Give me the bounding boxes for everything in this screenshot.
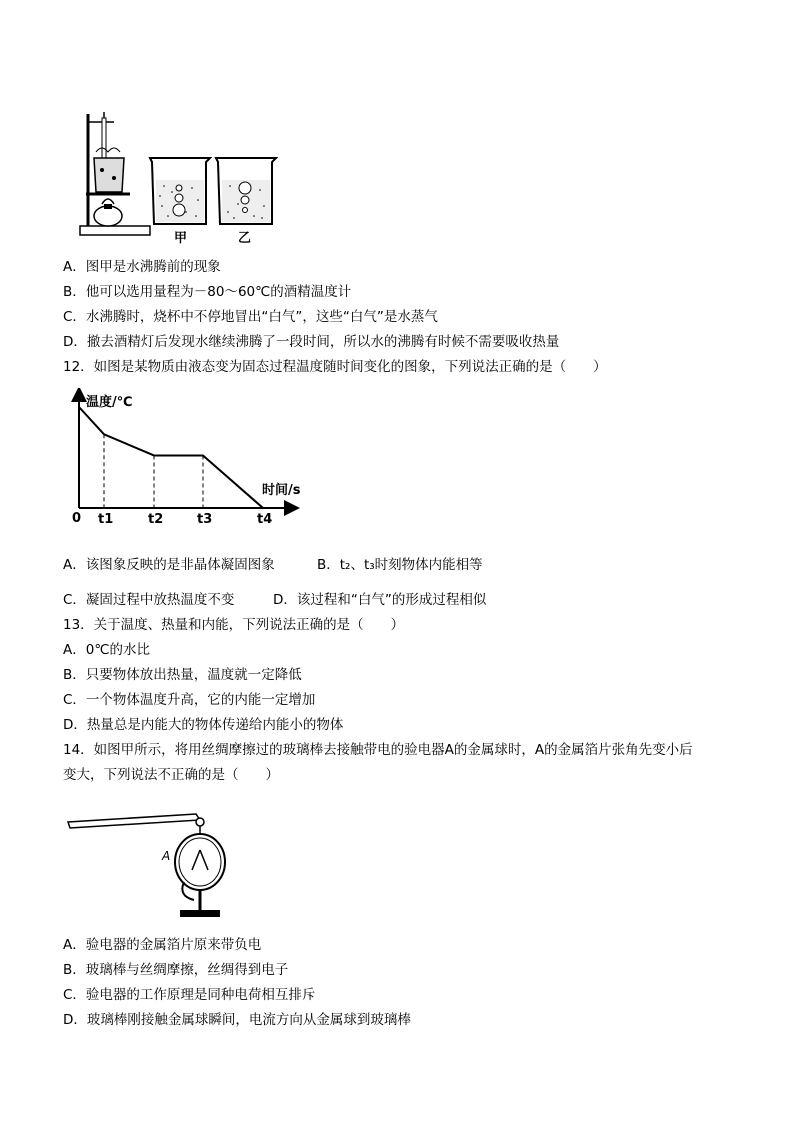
q12-option-d: D．该过程和“白气”的形成过程相似 [273, 592, 487, 608]
q14-option-c: C．验电器的工作原理是同种电荷相互排斥 [63, 987, 316, 1003]
q13-stem: 13．关于温度、热量和内能，下列说法正确的是（ ） [63, 617, 405, 633]
q12-stem: 12．如图是某物质由液态变为固态过程温度随时间变化的图象，下列说法正确的是（ ） [63, 359, 607, 375]
q14-option-a: A．验电器的金属箔片原来带负电 [63, 937, 262, 953]
label-yi: 乙 [238, 231, 252, 246]
q11-option-c: C．水沸腾时，烧杯中不停地冒出“白气”，这些“白气”是水蒸气 [63, 309, 438, 325]
y-axis-label: 温度/℃ [86, 395, 133, 410]
q11-option-a: A．图甲是水沸腾前的现象 [63, 259, 221, 275]
label-jia: 甲 [174, 231, 188, 246]
q14-option-d: D．玻璃棒刚接触金属球瞬间，电流方向从金属球到玻璃棒 [63, 1012, 411, 1028]
q11-option-d: D．撤去酒精灯后发现水继续沸腾了一段时间，所以水的沸腾有时候不需要吸收热量 [63, 334, 560, 350]
label-a: A [162, 849, 171, 863]
tick-label-t4: t4 [257, 512, 273, 527]
cooling-curve-chart [64, 388, 304, 528]
q14-option-b: B．玻璃棒与丝绸摩擦，丝绸得到电子 [63, 962, 289, 978]
q12-option-a: A．该图象反映的是非晶体凝固图象 [63, 557, 275, 573]
boiling-apparatus-figure [74, 108, 284, 248]
q13-option-b: B．只要物体放出热量，温度就一定降低 [63, 667, 302, 683]
x-axis-label: 时间/s [262, 483, 301, 498]
origin-label: 0 [72, 511, 82, 526]
q11-option-b: B．他可以选用量程为－80～60℃的酒精温度计 [63, 284, 352, 300]
q13-option-a: A．0℃的水比 [63, 642, 150, 658]
q12-option-c: C．凝固过程中放热温度不变 [63, 592, 235, 608]
q12-option-b: B．t₂、t₃时刻物体内能相等 [317, 557, 483, 573]
tick-label-t2: t2 [148, 512, 164, 527]
q13-option-d: D．热量总是内能大的物体传递给内能小的物体 [63, 717, 344, 733]
cooling-curve-line [79, 407, 263, 508]
q13-option-c: C．一个物体温度升高，它的内能一定增加 [63, 692, 316, 708]
q14-stem-line2: 变大，下列说法不正确的是（ ） [63, 767, 279, 783]
tick-label-t1: t1 [98, 512, 114, 527]
tick-label-t3: t3 [197, 512, 213, 527]
electroscope-figure [66, 790, 226, 925]
q14-stem-line1: 14．如图甲所示，将用丝绸摩擦过的玻璃棒去接触带电的验电器A的金属球时，A的金属箔片张角先变小后 [63, 742, 693, 758]
